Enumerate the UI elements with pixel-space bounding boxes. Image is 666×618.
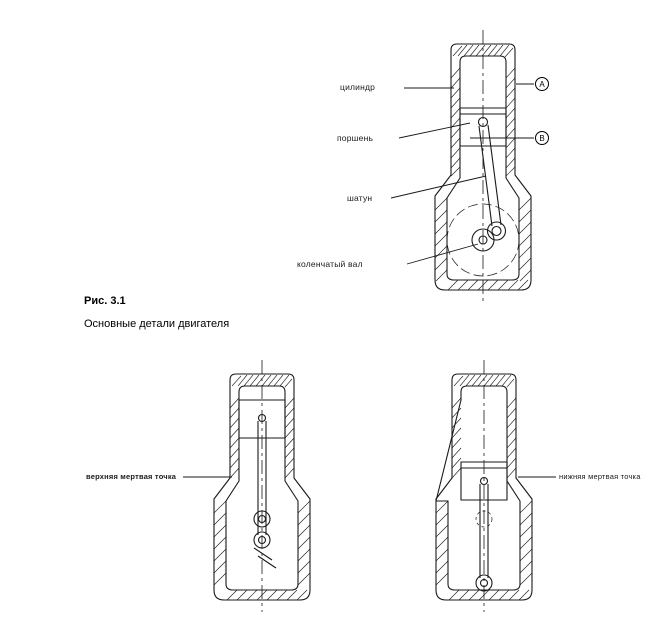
label-piston: поршень [337,133,374,143]
label-tdc: верхняя мертвая точка [86,472,177,481]
label-connecting-rod: шатун [347,193,373,203]
figure-caption-text: Основные детали двигателя [84,318,230,330]
tdc-connecting-rod [254,421,276,568]
marker-a: A [535,77,549,91]
marker-b: B [535,131,549,145]
label-crankshaft: коленчатый вал [297,259,363,269]
label-bdc: нижняя мертвая точка [559,472,641,481]
label-cylinder: цилиндр [340,82,376,92]
figure-caption-label: Рис. 3.1 [84,295,126,307]
